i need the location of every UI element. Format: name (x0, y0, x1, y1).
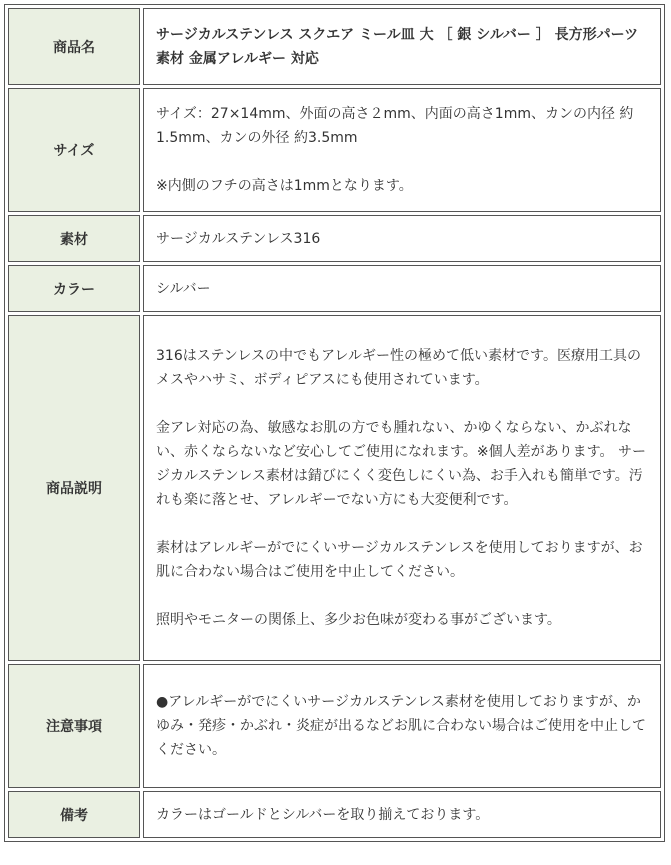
row-color (8, 265, 661, 312)
row-product-name (8, 8, 661, 85)
row-caution (8, 664, 661, 788)
product-name-text: サージカルステンレス スクエア ミール皿 大 ［ 銀 シルバー ］ 長方形パーツ 素材 金属アレルギー 対応 (156, 26, 639, 67)
size-note-text: ※内側のフチの高さは1mmとなります。 (156, 178, 413, 194)
row-size (8, 88, 661, 212)
label-product-name: 商品名 (8, 8, 140, 85)
label-material: 素材 (8, 215, 140, 262)
value-color (143, 265, 661, 312)
size-text: サイズ：27×14mm、外面の高さ２mm、内面の高さ1mm、カンの内径 約1.5mm、カンの外径 約3.5mm (156, 106, 634, 146)
color-text: シルバー (156, 280, 211, 297)
description-paragraph: 素材はアレルギーがでにくいサージカルステンレスを使用しておりますが、お肌に合わない場合はご使用を中止してください。 (156, 540, 643, 580)
product-spec-table (4, 4, 665, 842)
description-paragraph: 金アレ対応の為、敏感なお肌の方でも腫れない、かゆくならない、かぶれない、赤くならないなど安心してご使用になれます。※個人差があります。 サージカルステンレス素材は錆びにくく変色しにくい為、お手入れも簡単です。汚れも楽に落とせ、アレルギーでない方にも大変便利です。 (156, 420, 646, 508)
value-remarks (143, 791, 661, 838)
row-remarks (8, 791, 661, 838)
row-description (8, 315, 661, 661)
description-paragraph: 照明やモニターの関係上、多少お色味が変わる事がございます。 (156, 612, 561, 628)
material-text: サージカルステンレス316 (156, 230, 321, 247)
label-color: カラー (8, 265, 140, 312)
value-product-name (143, 8, 661, 85)
value-caution (143, 664, 661, 788)
row-material (8, 215, 661, 262)
label-description: 商品説明 (8, 315, 140, 661)
description-paragraph: 316はステンレスの中でもアレルギー性の極めて低い素材です。医療用工具のメスやハサミ、ボディピアスにも使用されています。 (156, 348, 641, 388)
value-size (143, 88, 661, 212)
caution-text: ●アレルギーがでにくいサージカルステンレス素材を使用しておりますが、かゆみ・発疹・かぶれ・炎症が出るなどお肌に合わない場合はご使用を中止してください。 (156, 694, 646, 758)
value-description (143, 315, 661, 661)
label-remarks: 備考 (8, 791, 140, 838)
remarks-text: カラーはゴールドとシルバーを取り揃えております。 (156, 806, 490, 823)
value-material (143, 215, 661, 262)
label-caution: 注意事項 (8, 664, 140, 788)
label-size: サイズ (8, 88, 140, 212)
